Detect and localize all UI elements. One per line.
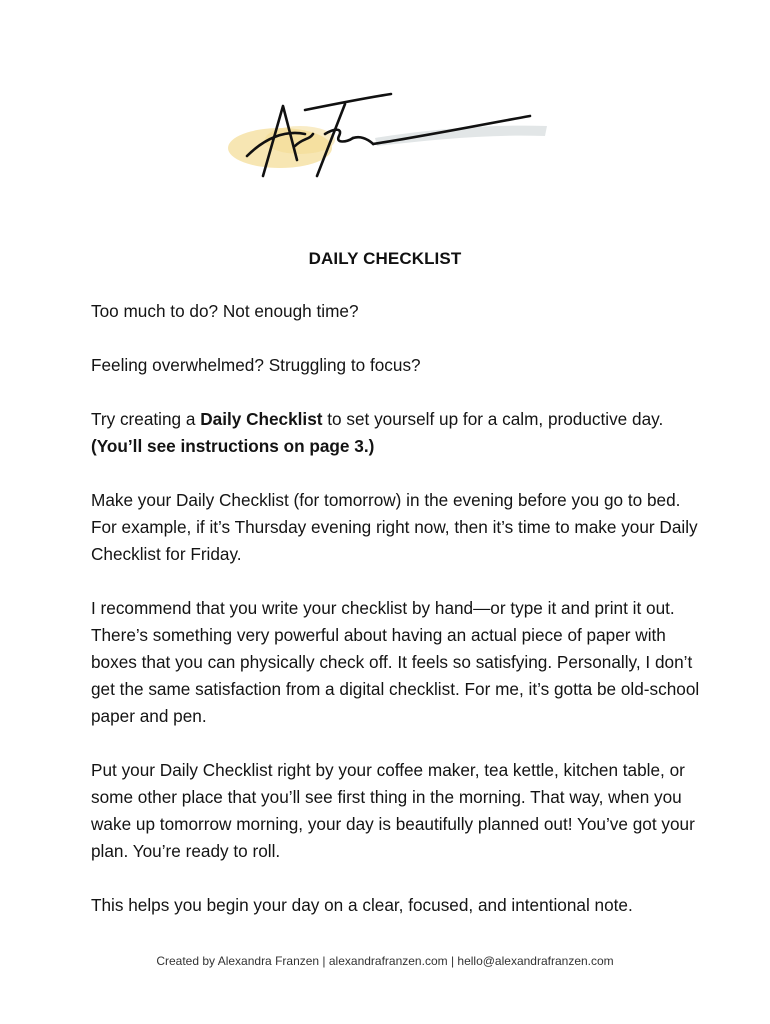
instructions-note: (You’ll see instructions on page 3.) xyxy=(91,436,375,456)
paragraph-1: Too much to do? Not enough time? xyxy=(91,301,359,321)
paragraph-2: Feeling overwhelmed? Struggling to focus? xyxy=(91,355,421,375)
footer-credits: Created by Alexandra Franzen | alexandrafranzen.com | hello@alexandrafranzen.com xyxy=(156,954,614,968)
paragraph-4: Make your Daily Checklist (for tomorrow) in the evening before you go to bed. For example, if it’s Thursday evening right now, then it’s time to make your Daily Checklist for Friday. xyxy=(91,490,698,564)
paragraph-5: I recommend that you write your checklist by hand—or type it and print it out. There’s something very powerful about having an actual piece of paper with boxes that you can physically check off. It feels so satisfying. Personally, I don’t get the same satisfaction from a digital checklist. For me, it’s gotta be old-school paper and pen. xyxy=(91,598,700,726)
paragraph-3-intro: Try creating a xyxy=(91,409,201,429)
daily-checklist-emphasis: Daily Checklist xyxy=(200,409,323,429)
paragraph-3-rest: to set yourself up for a calm, productive day. xyxy=(322,409,664,429)
paragraph-7: This helps you begin your day on a clear, focused, and intentional note. xyxy=(91,895,633,915)
paragraph-6: Put your Daily Checklist right by your coffee maker, tea kettle, kitchen table, or some other place that you’ll see first thing in the morning. That way, when you wake up tomorrow morning, your day is beautifully planned out! You’ve got your plan. You’re ready to roll. xyxy=(91,760,695,861)
signature-logo xyxy=(225,88,550,183)
paragraph-3 xyxy=(91,406,701,460)
body-text xyxy=(91,298,701,946)
page-title: DAILY CHECKLIST xyxy=(308,249,462,268)
